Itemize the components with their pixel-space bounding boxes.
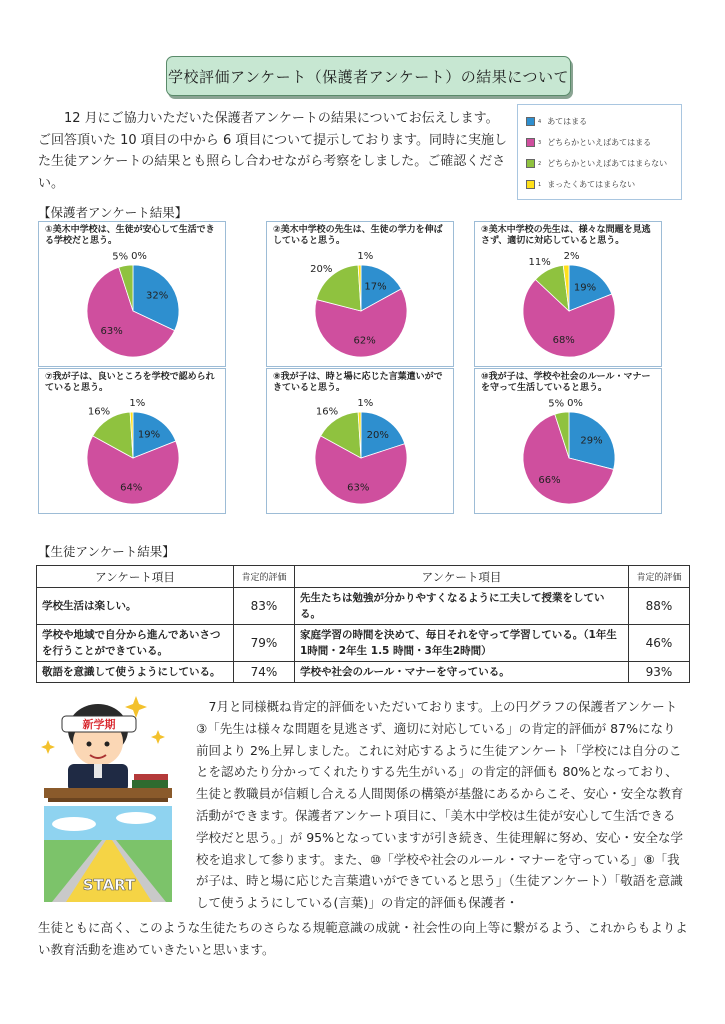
legend-number: 4	[538, 118, 542, 125]
legend-swatch	[526, 117, 535, 126]
table-cell-value: 88%	[629, 588, 690, 625]
pie-data-label: 63%	[100, 325, 123, 337]
pie-question: ⑦我が子は、良いところを学校で認められていると思う。	[45, 372, 215, 393]
table-cell-value: 93%	[629, 662, 690, 683]
table-cell-item: 家庭学習の時間を決めて、毎日それを守って学習している。（1年生1時間・2年生 1.5 時間・3年生2時間）	[295, 625, 629, 662]
pie-chart-q10	[474, 368, 662, 514]
pie-question: ③美木中学校の先生は、様々な問題を見逃さず、適切に対応していると思う。	[481, 225, 651, 246]
legend-label: どちらかといえばあてはまる	[547, 138, 652, 147]
legend-swatch	[526, 159, 535, 168]
table-row	[37, 662, 690, 683]
headband-text: 新学期	[82, 718, 116, 731]
pie-data-label: 66%	[538, 474, 561, 486]
pie-question: ①美木中学校は、生徒が安心して生活できる学校だと思う。	[45, 225, 215, 246]
pie-question: ⑧我が子は、時と場に応じた言葉遣いができていると思う。	[273, 372, 443, 393]
legend-number: 2	[538, 160, 542, 167]
legend-entry	[526, 111, 673, 132]
pie-chart-q3	[474, 221, 662, 367]
illustration-graphic	[40, 690, 180, 910]
pie-chart-q7	[38, 368, 226, 514]
pie-data-label: 20%	[310, 263, 333, 275]
pie-data-label: 5%	[548, 398, 565, 410]
table-header-item: アンケート項目	[295, 566, 629, 588]
pie-data-label: 16%	[315, 406, 339, 418]
pie-data-label: 1%	[357, 398, 374, 409]
pie-data-label: 19%	[573, 282, 597, 294]
chart-legend	[517, 104, 682, 200]
table-cell-item: 学校生活は楽しい。	[37, 588, 234, 625]
table-header-eval: 肯定的評価	[234, 566, 295, 588]
pie-data-label: 5%	[112, 251, 129, 263]
pie-data-label: 32%	[145, 290, 169, 302]
pie-data-label: 2%	[563, 251, 580, 263]
conclusion-paragraph-end: 生徒ともに高く、このような生徒たちのさらなる規範意識の成就・社会性の向上等に繋がるよう、これからもよりよい教育活動を進めていきたいと思います。	[38, 920, 688, 957]
pie-data-label: 11%	[528, 257, 551, 269]
pie-chart-q1	[38, 221, 226, 367]
pie-data-label: 68%	[552, 335, 575, 346]
legend-label: まったくあてはまらない	[547, 180, 636, 189]
table-cell-item: 敬語を意識して使うようにしている。	[37, 662, 234, 683]
table-cell-item: 学校や社会のルール・マナーを守っている。	[295, 662, 629, 683]
conclusion-paragraph: 7月と同様概ね肯定的評価をいただいております。上の円グラフの保護者アンケート③「先生は様々な問題を見逃さず、適切に対応している」の肯定的評価が 87%になり前回より 2%上昇しました。これに対応するように生徒アンケート「学校には自分のことを認めたり分かってくれたりする先生がいる」の肯定的評価も 80%となっており、生徒と教職員が信頼し合える人間関係の構築が基盤にあるからこそ、安心・安全な教育活動ができます。保護者アンケート項目に、「美木中学校は生徒が安心して生活できる学校だと思う。」が 95%となっていますが引き続き、生徒理解に努め、安心・安全な学校を追求して参ります。また、⑩「学校や社会のルール・マナーを守っている」⑧「我が子は、時と場に応じた言葉遣いができていると思う」（生徒アンケート）「敬語を意識して使うようにしている(言葉)」の肯定的評価も保護者・	[196, 699, 684, 911]
table-cell-item: 学校や地域で自分から進んであいさつを行うことができている。	[37, 625, 234, 662]
legend-entry	[526, 153, 673, 174]
legend-label: あてはまる	[547, 117, 588, 126]
intro-paragraph: 12 月にご協力いただいた保護者アンケートの結果についてお伝えします。ご回答頂いた 10 項目の中から 6 項目について提示しております。同時に実施した生徒アンケートの結果とも照らし合わせながら考察をしました。ご確認ください。	[38, 111, 508, 191]
pie-data-label: 29%	[580, 435, 603, 447]
legend-entry	[526, 174, 673, 195]
legend-label: どちらかといえばあてはまらない	[547, 159, 668, 168]
pie-data-label: 63%	[347, 482, 370, 494]
page-title-text: 学校評価アンケート（保護者アンケート）の結果について	[168, 67, 569, 86]
parent-section-label: 【保護者アンケート結果】	[38, 205, 188, 220]
start-text: START	[82, 876, 136, 894]
table-cell-value: 46%	[629, 625, 690, 662]
pie-data-label: 17%	[364, 281, 387, 293]
table-cell-value: 83%	[234, 588, 295, 625]
pie-question: ⑩我が子は、学校や社会のルール・マナーを守って生活していると思う。	[481, 372, 651, 393]
pie-chart-q8	[266, 368, 454, 514]
student-section-label: 【生徒アンケート結果】	[38, 544, 175, 559]
legend-swatch	[526, 180, 535, 189]
pie-question: ②美木中学校の先生は、生徒の学力を伸ばしていると思う。	[273, 225, 443, 246]
pie-data-label: 64%	[120, 482, 143, 494]
table-header-item: アンケート項目	[37, 566, 234, 588]
table-row	[37, 588, 690, 625]
pie-data-label: 1%	[129, 398, 146, 409]
student-illustration	[40, 690, 180, 910]
page-title	[166, 56, 571, 96]
pie-data-label: 16%	[87, 406, 111, 418]
legend-number: 1	[538, 181, 542, 188]
pie-data-label: 1%	[357, 251, 374, 262]
table-row	[37, 625, 690, 662]
student-survey-table	[36, 565, 690, 683]
legend-number: 3	[538, 139, 542, 146]
pie-data-label: 20%	[366, 429, 389, 441]
pie-data-label: 62%	[353, 335, 376, 347]
table-header-row	[37, 566, 690, 588]
pie-chart-q2	[266, 221, 454, 367]
legend-entry	[526, 132, 673, 153]
table-cell-value: 74%	[234, 662, 295, 683]
table-header-eval: 肯定的評価	[629, 566, 690, 588]
pie-data-label: 0%	[131, 251, 147, 262]
legend-swatch	[526, 138, 535, 147]
pie-data-label: 19%	[137, 429, 161, 441]
table-cell-value: 79%	[234, 625, 295, 662]
table-cell-item: 先生たちは勉強が分かりやすくなるように工夫して授業をしている。	[295, 588, 629, 625]
pie-data-label: 0%	[567, 398, 583, 409]
